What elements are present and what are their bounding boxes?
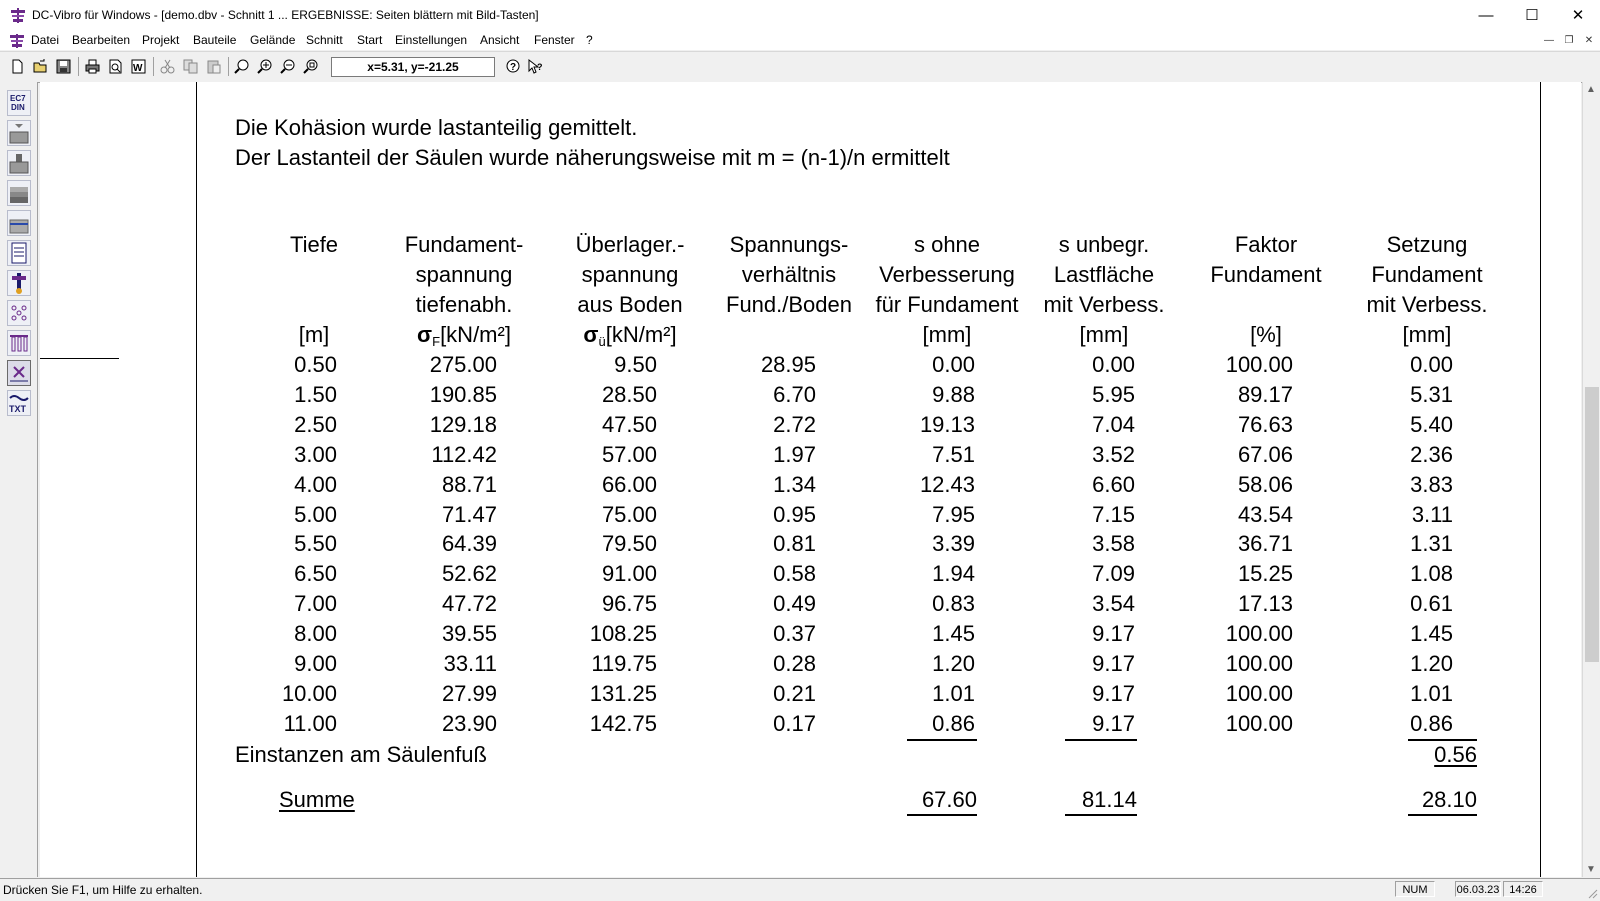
summe-s-ohne: 67.60 bbox=[921, 787, 977, 812]
header-setzung-fundament-line2: Fundament bbox=[1371, 262, 1483, 287]
new-icon[interactable] bbox=[9, 58, 26, 75]
last-row-underline-s-ohne bbox=[907, 739, 977, 741]
cell-fundamentspannung: 23.90 bbox=[441, 710, 497, 736]
cell-faktor-fundament: 100.00 bbox=[1225, 352, 1293, 377]
ec7-din-button[interactable] bbox=[7, 90, 31, 116]
panel-divider bbox=[40, 358, 119, 359]
mdi-close-button[interactable]: ✕ bbox=[1584, 35, 1594, 46]
header-s-unbegr-lastflaeche-unit: [mm] bbox=[1079, 322, 1129, 347]
toolbar bbox=[0, 51, 1600, 83]
cell-ueberlagerungsspannung: 9.50 bbox=[614, 352, 657, 377]
cell-faktor-fundament: 58.06 bbox=[1237, 471, 1293, 497]
cell-setzung-fundament: 1.31 bbox=[1410, 531, 1453, 557]
sigma-subscript: F bbox=[432, 334, 441, 349]
cell-fundamentspannung: 33.11 bbox=[443, 651, 497, 676]
menu-einstellungen[interactable]: Einstellungen bbox=[395, 33, 468, 47]
einstanzen-label: Einstanzen am Säulenfuß bbox=[235, 742, 487, 767]
cell-ueberlagerungsspannung: 108.25 bbox=[589, 621, 657, 647]
cell-s-unbegr-lastflaeche: 7.09 bbox=[1092, 561, 1135, 587]
cell-spannungsverhaeltnis: 28.95 bbox=[760, 352, 816, 377]
zoom-in-icon[interactable] bbox=[257, 58, 274, 75]
cell-setzung-fundament: 1.08 bbox=[1410, 561, 1453, 587]
cell-setzung-fundament: 1.01 bbox=[1410, 680, 1453, 706]
cell-setzung-fundament: 1.45 bbox=[1410, 621, 1453, 647]
print-preview-icon[interactable] bbox=[107, 58, 124, 75]
vibrator-icon[interactable] bbox=[7, 270, 31, 296]
menu-datei[interactable]: Datei bbox=[31, 33, 60, 47]
einstanzen-value: 0.56 bbox=[1434, 742, 1477, 767]
summe-setzung: 28.10 bbox=[1421, 787, 1477, 812]
cell-tiefe: 5.50 bbox=[294, 531, 337, 557]
svg-text:?: ? bbox=[510, 62, 517, 73]
toolbar-separator bbox=[228, 57, 229, 76]
header-tiefe-line1: Tiefe bbox=[289, 232, 339, 257]
cell-faktor-fundament: 100.00 bbox=[1225, 621, 1293, 647]
cell-s-unbegr-lastflaeche: 9.17 bbox=[1092, 621, 1135, 647]
cell-s-unbegr-lastflaeche: 9.17 bbox=[1092, 710, 1135, 736]
cell-s-ohne-verbesserung: 0.83 bbox=[932, 591, 975, 617]
header-ueberlagerungsspannung-line3: aus Boden bbox=[577, 292, 683, 317]
cell-ueberlagerungsspannung: 79.50 bbox=[601, 531, 657, 557]
cell-setzung-fundament: 5.40 bbox=[1410, 411, 1453, 437]
header-setzung-fundament-line1: Setzung bbox=[1386, 232, 1468, 257]
cell-ueberlagerungsspannung: 28.50 bbox=[601, 381, 657, 407]
status-bar bbox=[0, 878, 1600, 901]
header-spannungsverhaeltnis-line1: Spannungs- bbox=[729, 232, 849, 257]
cell-tiefe: 6.50 bbox=[294, 561, 337, 587]
save-icon[interactable] bbox=[55, 58, 72, 75]
cell-s-ohne-verbesserung: 1.45 bbox=[932, 621, 975, 647]
cell-fundamentspannung: 190.85 bbox=[429, 381, 497, 407]
soil-layers-icon[interactable] bbox=[7, 180, 31, 206]
status-help-text: Drücken Sie F1, um Hilfe zu erhalten. bbox=[3, 883, 203, 897]
cell-spannungsverhaeltnis: 2.72 bbox=[773, 411, 816, 437]
paste-icon[interactable] bbox=[205, 58, 222, 75]
cell-faktor-fundament: 76.63 bbox=[1237, 411, 1293, 437]
cell-ueberlagerungsspannung: 47.50 bbox=[601, 411, 657, 437]
minimize-button[interactable]: — bbox=[1478, 7, 1494, 24]
header-faktor-fundament-line1: Faktor bbox=[1234, 232, 1298, 257]
cell-s-unbegr-lastflaeche: 7.04 bbox=[1092, 411, 1135, 437]
open-icon[interactable] bbox=[32, 58, 49, 75]
menu-help[interactable]: ? bbox=[586, 33, 593, 47]
cell-fundamentspannung: 27.99 bbox=[441, 680, 497, 706]
svg-text:?: ? bbox=[537, 62, 543, 72]
cell-s-ohne-verbesserung: 1.20 bbox=[932, 651, 975, 676]
status-time: 14:26 bbox=[1503, 881, 1543, 897]
grid-icon[interactable] bbox=[7, 300, 31, 326]
menu-gelaende[interactable]: Gelände bbox=[250, 33, 296, 47]
cell-fundamentspannung: 112.42 bbox=[431, 441, 497, 467]
svg-text:W: W bbox=[133, 63, 143, 74]
cell-spannungsverhaeltnis: 0.37 bbox=[773, 621, 816, 647]
cell-fundamentspannung: 71.47 bbox=[441, 501, 497, 527]
app-icon[interactable] bbox=[10, 8, 26, 23]
header-ueberlagerungsspannung-line2: spannung bbox=[581, 262, 679, 287]
tree-panel bbox=[40, 82, 197, 877]
cell-tiefe: 2.50 bbox=[294, 411, 337, 437]
header-fundamentspannung-unit bbox=[374, 322, 554, 355]
scroll-thumb[interactable] bbox=[1585, 387, 1599, 662]
cell-s-unbegr-lastflaeche: 9.17 bbox=[1092, 651, 1135, 676]
cell-tiefe: 3.00 bbox=[294, 441, 337, 467]
cell-spannungsverhaeltnis: 0.28 bbox=[773, 651, 816, 676]
menu-projekt[interactable]: Projekt bbox=[142, 33, 180, 47]
toolbar-separator bbox=[78, 57, 79, 76]
menu-start[interactable]: Start bbox=[357, 33, 383, 47]
page-margin bbox=[1541, 82, 1581, 877]
cell-ueberlagerungsspannung: 131.25 bbox=[589, 680, 657, 706]
groundwater-icon[interactable] bbox=[7, 210, 31, 236]
help-icon[interactable] bbox=[505, 58, 522, 75]
mdi-restore-button[interactable]: ❐ bbox=[1564, 35, 1574, 46]
menu-schnitt[interactable]: Schnitt bbox=[306, 33, 343, 47]
intro-line-1: Die Kohäsion wurde lastanteilig gemittelt. bbox=[235, 115, 638, 140]
zoom-icon[interactable] bbox=[234, 58, 251, 75]
maximize-button[interactable]: ☐ bbox=[1525, 7, 1539, 24]
svg-text:TXT: TXT bbox=[9, 404, 26, 414]
header-s-unbegr-lastflaeche-line2: Lastfläche bbox=[1053, 262, 1155, 287]
cell-setzung-fundament: 5.31 bbox=[1410, 381, 1453, 407]
resize-grip-icon[interactable] bbox=[1586, 887, 1598, 899]
cell-s-ohne-verbesserung: 1.01 bbox=[932, 680, 975, 706]
header-setzung-fundament-line3: mit Verbess. bbox=[1366, 292, 1488, 317]
cell-faktor-fundament: 100.00 bbox=[1225, 651, 1293, 676]
cell-ueberlagerungsspannung: 66.00 bbox=[601, 471, 657, 497]
cell-fundamentspannung: 52.62 bbox=[441, 561, 497, 587]
summe-label: Summe bbox=[279, 787, 355, 812]
cell-spannungsverhaeltnis: 0.81 bbox=[773, 531, 816, 557]
scroll-down-arrow-icon[interactable]: ▼ bbox=[1586, 864, 1596, 875]
summe-s-unbegr-underline bbox=[1065, 814, 1137, 816]
header-setzung-fundament-unit: [mm] bbox=[1402, 322, 1452, 347]
svg-text:EC7: EC7 bbox=[10, 94, 26, 103]
sigma-symbol: σ bbox=[583, 322, 599, 347]
header-s-ohne-verbesserung-unit: [mm] bbox=[922, 322, 972, 347]
window-title: DC-Vibro für Windows - [demo.dbv - Schnitt 1 ... ERGEBNISSE: Seiten blättern mit Bild-Tasten] bbox=[32, 8, 539, 22]
close-button[interactable]: ✕ bbox=[1571, 7, 1585, 24]
cell-ueberlagerungsspannung: 119.75 bbox=[591, 651, 657, 676]
cell-s-ohne-verbesserung: 12.43 bbox=[919, 471, 975, 497]
header-fundamentspannung-line2: spannung bbox=[415, 262, 513, 287]
cell-ueberlagerungsspannung: 91.00 bbox=[601, 561, 657, 587]
cell-fundamentspannung: 88.71 bbox=[441, 471, 497, 497]
cell-s-unbegr-lastflaeche: 0.00 bbox=[1092, 352, 1135, 377]
cell-ueberlagerungsspannung: 142.75 bbox=[589, 710, 657, 736]
cell-tiefe: 10.00 bbox=[281, 680, 337, 706]
cell-faktor-fundament: 43.54 bbox=[1237, 501, 1293, 527]
cell-faktor-fundament: 89.17 bbox=[1237, 381, 1293, 407]
cell-tiefe: 11.00 bbox=[283, 710, 337, 736]
header-s-unbegr-lastflaeche-line3: mit Verbess. bbox=[1043, 292, 1165, 317]
cell-tiefe: 7.00 bbox=[294, 591, 337, 617]
zoom-all-icon[interactable] bbox=[303, 58, 320, 75]
summe-s-unbegr: 81.14 bbox=[1081, 787, 1137, 812]
cell-s-ohne-verbesserung: 19.13 bbox=[919, 411, 975, 437]
cell-setzung-fundament: 3.11 bbox=[1411, 501, 1453, 527]
intro-line-2: Der Lastanteil der Säulen wurde näherungsweise mit m = (n-1)/n ermittelt bbox=[235, 145, 950, 170]
word-export-icon[interactable] bbox=[130, 58, 147, 75]
cell-s-unbegr-lastflaeche: 3.58 bbox=[1092, 531, 1135, 557]
print-icon[interactable] bbox=[84, 58, 101, 75]
unit-text: [kN/m²] bbox=[605, 322, 677, 347]
zoom-out-icon[interactable] bbox=[280, 58, 297, 75]
last-row-underline-s-unbegr bbox=[1065, 739, 1137, 741]
results-icon[interactable] bbox=[7, 360, 31, 386]
cell-s-unbegr-lastflaeche: 9.17 bbox=[1092, 680, 1135, 706]
cell-s-ohne-verbesserung: 3.39 bbox=[932, 531, 975, 557]
cell-setzung-fundament: 2.36 bbox=[1410, 441, 1453, 467]
cell-s-unbegr-lastflaeche: 6.60 bbox=[1092, 471, 1135, 497]
cell-faktor-fundament: 67.06 bbox=[1237, 441, 1293, 467]
cell-faktor-fundament: 15.25 bbox=[1237, 561, 1293, 587]
header-fundamentspannung-line1: Fundament- bbox=[404, 232, 524, 257]
cell-tiefe: 1.50 bbox=[294, 381, 337, 407]
cell-s-ohne-verbesserung: 7.51 bbox=[932, 441, 975, 467]
cell-ueberlagerungsspannung: 96.75 bbox=[601, 591, 657, 617]
cell-s-unbegr-lastflaeche: 3.52 bbox=[1092, 441, 1135, 467]
cell-s-ohne-verbesserung: 7.95 bbox=[932, 501, 975, 527]
cell-setzung-fundament: 0.86 bbox=[1410, 710, 1453, 736]
cell-spannungsverhaeltnis: 1.97 bbox=[773, 441, 816, 467]
columns-icon[interactable] bbox=[7, 330, 31, 356]
cell-s-ohne-verbesserung: 0.00 bbox=[932, 352, 975, 377]
coordinate-display: x=5.31, y=-21.25 bbox=[331, 57, 495, 77]
cell-faktor-fundament: 100.00 bbox=[1225, 680, 1293, 706]
header-s-ohne-verbesserung-line2: Verbesserung bbox=[879, 262, 1015, 287]
num-lock-indicator: NUM bbox=[1395, 881, 1435, 897]
mdi-minimize-button[interactable]: — bbox=[1544, 35, 1554, 46]
copy-icon[interactable] bbox=[182, 58, 199, 75]
header-spannungsverhaeltnis-line2: verhältnis bbox=[741, 262, 837, 287]
header-spannungsverhaeltnis-line3: Fund./Boden bbox=[726, 292, 852, 317]
header-ueberlagerungsspannung-line1: Überlager.- bbox=[575, 232, 685, 257]
cell-s-unbegr-lastflaeche: 5.95 bbox=[1092, 381, 1135, 407]
cell-setzung-fundament: 0.61 bbox=[1410, 591, 1453, 617]
cell-tiefe: 5.00 bbox=[294, 501, 337, 527]
cell-faktor-fundament: 100.00 bbox=[1225, 710, 1293, 736]
cell-setzung-fundament: 3.83 bbox=[1410, 471, 1453, 497]
cell-tiefe: 8.00 bbox=[294, 621, 337, 647]
menu-fenster[interactable]: Fenster bbox=[534, 33, 575, 47]
results-document bbox=[197, 82, 1541, 877]
svg-text:DIN: DIN bbox=[11, 103, 25, 112]
left-toolbar bbox=[0, 82, 38, 877]
cell-ueberlagerungsspannung: 75.00 bbox=[601, 501, 657, 527]
cell-fundamentspannung: 64.39 bbox=[441, 531, 497, 557]
menu-bearbeiten[interactable]: Bearbeiten bbox=[72, 33, 131, 47]
cell-spannungsverhaeltnis: 0.17 bbox=[773, 710, 816, 736]
cell-faktor-fundament: 17.13 bbox=[1237, 591, 1293, 617]
header-ueberlagerungsspannung-unit bbox=[540, 322, 720, 355]
last-row-underline-setzung bbox=[1408, 739, 1477, 741]
cell-spannungsverhaeltnis: 6.70 bbox=[773, 381, 816, 407]
sigma-symbol: σ bbox=[417, 322, 433, 347]
cell-tiefe: 9.00 bbox=[294, 651, 337, 676]
document-list-icon[interactable] bbox=[7, 240, 31, 266]
cell-spannungsverhaeltnis: 1.34 bbox=[773, 471, 816, 497]
header-faktor-fundament-line2: Fundament bbox=[1210, 262, 1322, 287]
status-date: 06.03.23 bbox=[1455, 881, 1501, 897]
header-s-ohne-verbesserung-line3: für Fundament bbox=[875, 292, 1019, 317]
summe-s-ohne-underline bbox=[907, 814, 977, 816]
header-tiefe-unit: [m] bbox=[298, 322, 330, 347]
header-s-ohne-verbesserung-line1: s ohne bbox=[913, 232, 981, 257]
cell-fundamentspannung: 129.18 bbox=[429, 411, 497, 437]
menu-bar bbox=[0, 31, 1600, 50]
header-fundamentspannung-line3: tiefenabh. bbox=[415, 292, 513, 317]
cell-faktor-fundament: 36.71 bbox=[1237, 531, 1293, 557]
cell-fundamentspannung: 39.55 bbox=[441, 621, 497, 647]
cell-s-unbegr-lastflaeche: 7.15 bbox=[1092, 501, 1135, 527]
menu-ansicht[interactable]: Ansicht bbox=[480, 33, 520, 47]
cell-s-ohne-verbesserung: 0.86 bbox=[932, 710, 975, 736]
cell-s-ohne-verbesserung: 9.88 bbox=[932, 381, 975, 407]
toolbar-separator bbox=[153, 57, 154, 76]
cell-setzung-fundament: 0.00 bbox=[1410, 352, 1453, 377]
cell-s-ohne-verbesserung: 1.94 bbox=[932, 561, 975, 587]
menu-bauteile[interactable]: Bauteile bbox=[193, 33, 237, 47]
cell-spannungsverhaeltnis: 0.95 bbox=[773, 501, 816, 527]
unit-text: [kN/m²] bbox=[440, 322, 511, 347]
cell-tiefe: 4.00 bbox=[294, 471, 337, 497]
cell-fundamentspannung: 275.00 bbox=[429, 352, 497, 377]
ground-icon[interactable] bbox=[7, 120, 31, 146]
cell-setzung-fundament: 1.20 bbox=[1410, 651, 1453, 676]
context-help-icon[interactable] bbox=[527, 58, 544, 75]
document-icon[interactable] bbox=[9, 34, 25, 48]
header-faktor-fundament-unit: [%] bbox=[1250, 322, 1282, 347]
cell-s-unbegr-lastflaeche: 3.54 bbox=[1092, 591, 1135, 617]
cell-tiefe: 0.50 bbox=[294, 352, 337, 377]
cell-spannungsverhaeltnis: 0.49 bbox=[773, 591, 816, 617]
text-output-icon[interactable] bbox=[7, 390, 31, 416]
header-s-unbegr-lastflaeche-line1: s unbegr. bbox=[1058, 232, 1150, 257]
vertical-scrollbar[interactable] bbox=[1582, 82, 1600, 877]
title-bar bbox=[0, 0, 1600, 31]
cell-fundamentspannung: 47.72 bbox=[441, 591, 497, 617]
sigma-subscript: ü bbox=[598, 334, 606, 349]
summe-setzung-underline bbox=[1408, 814, 1477, 816]
scroll-up-arrow-icon[interactable]: ▲ bbox=[1586, 84, 1596, 95]
foundation-icon[interactable] bbox=[7, 150, 31, 176]
cell-spannungsverhaeltnis: 0.21 bbox=[773, 680, 816, 706]
cell-spannungsverhaeltnis: 0.58 bbox=[773, 561, 816, 587]
cell-ueberlagerungsspannung: 57.00 bbox=[601, 441, 657, 467]
cut-icon[interactable] bbox=[159, 58, 176, 75]
